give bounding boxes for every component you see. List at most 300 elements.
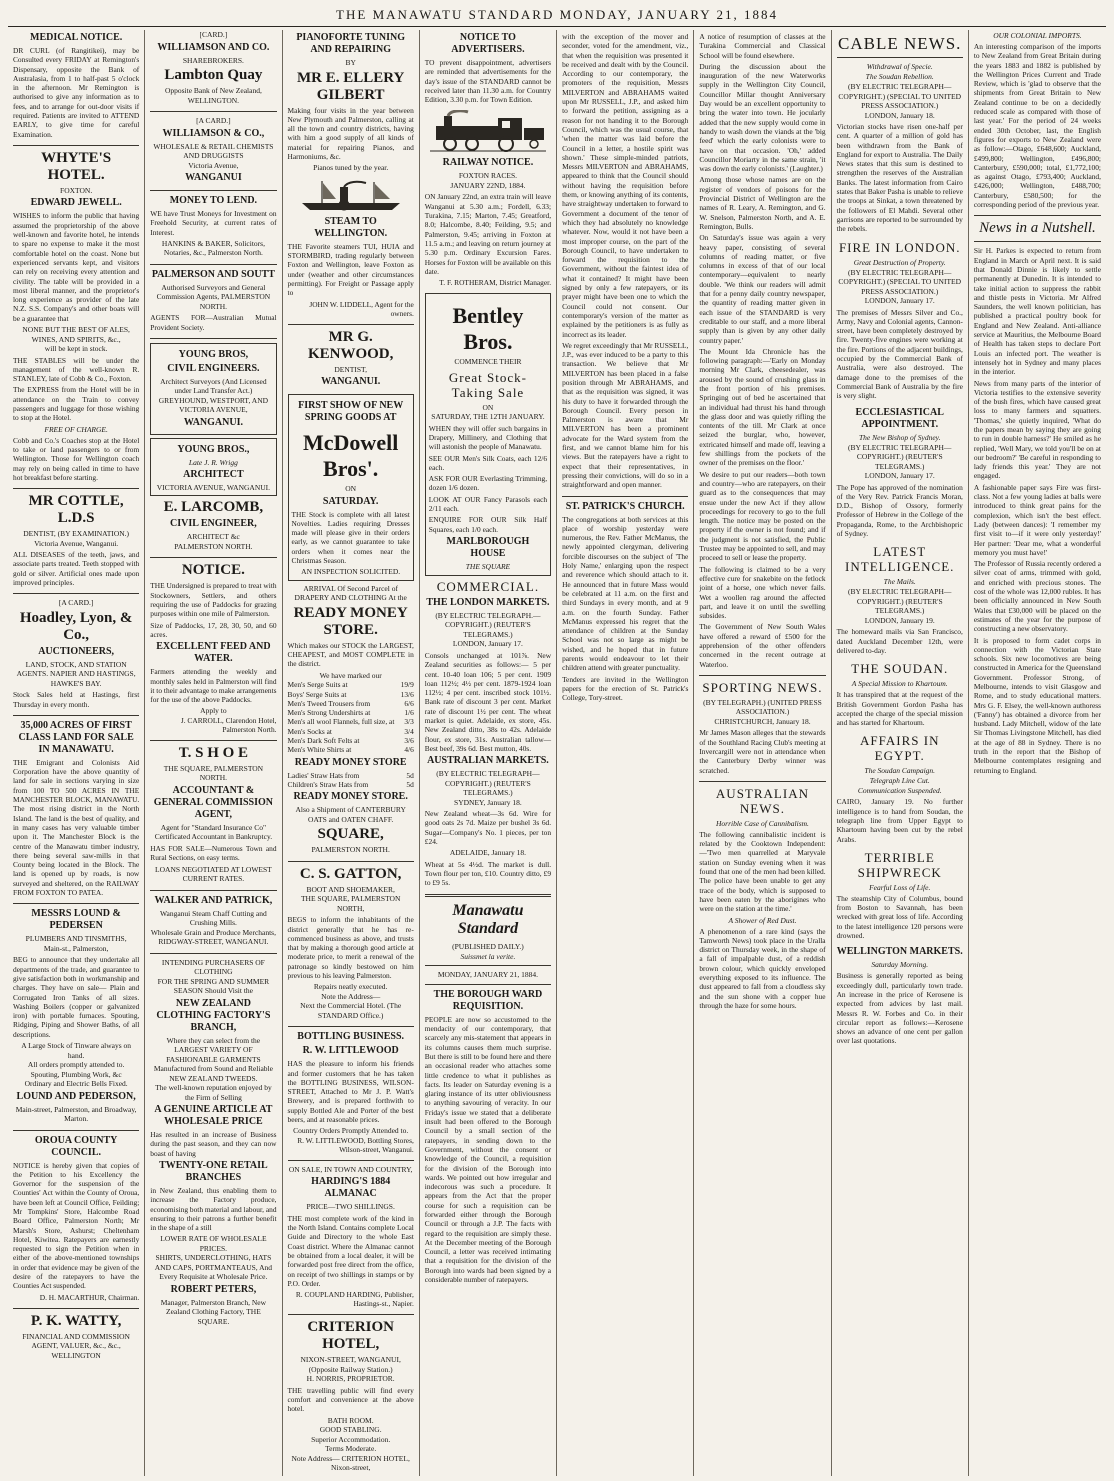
ad-heading: MR COTTLE, L.D.S — [28, 493, 124, 527]
price-item: Men's White Shirts at — [287, 745, 352, 755]
ad-line: Victoria Avenue, — [188, 160, 239, 170]
article-subheading: The New Bishop of Sydney. — [859, 432, 941, 442]
article-body: An interesting comparison of the imports to New Zealand from Great Britain during the years 1883 and 1882 is published by the Wellington Prices Current and Trade Review, which is 'glad to observe that the shipments from Great Britain to New Zealand continue to be on a decidedly reduced scale as compared with those of last year.' For the period of 24 weeks ended 30th October, last, the English figures for exports to New Zealand were as follow:—Otago, £648,600; Auckland, £499,800; Wellington, £496,800; Canterbury, £590,000; total, £1,772,100; as against Otago, £793,400; Auckland, £426,000; Wellington, £488,700; Canterbury, £580,500; for the corresponding period of the previous year. — [973, 42, 1101, 210]
ad-body: HAS the pleasure to inform his friends and former customers that he has taken the BOTTLING BUSINESS, WILSON-STREET, Attached to Mr J. P. Watt's Brewery, and is prepared forthwith to supply Bottled Ale and Porter of the best beers, and at reasonable prices. — [287, 1059, 414, 1125]
clothing-factory-ad — [150, 958, 276, 1327]
ad-line: H. NORRIS, PROPRIETOR. — [306, 1374, 395, 1384]
nameplate-sub: (PUBLISHED DAILY.) — [452, 941, 524, 951]
ad-subheading: ARCHITECT — [183, 468, 244, 480]
article-credit: (BY TELEGRAPH.) (UNITED PRESS ASSOCIATION.) — [703, 697, 822, 717]
ad-subheading: DENTIST, (BY EXAMINATION.) — [23, 529, 130, 539]
ad-card: [A CARD.] — [196, 116, 231, 125]
ad-line: Architect Surveyors (And Licensed under Land Transfer Act.) GREYHOUND, WESTPORT, AND VICTORIA AVENUE, — [158, 376, 269, 415]
article-heading: TERRIBLE SHIPWRECK — [857, 849, 942, 880]
ad-signature: JOHN W. LIDDELL, Agent for the owners. — [309, 299, 414, 318]
ad-line: Manager, Palmerston Branch, New Zealand Clothing Factory, THE SQUARE. — [160, 1297, 267, 1326]
ad-subheading: CIVIL ENGINEER, — [170, 518, 257, 530]
article-body: We regret exceedingly that Mr RUSSELL, J.P., was ever induced to be a party to this transaction. We believe that Mr MILVERTON has been placed in a false position through Mr ABRAHAMS, and that as the requisition was signed, it was his duty to have it forwarded through the Borough Council. Every person in Palmerston is aware that Mr MILVERTON has been a prominent advocate for the Ward system from the first, and we cannot blame him for his views. But the ratepayers have a right to expect that their representatives, in pressing their convictions, will do so in a straightforward and open manner. — [562, 340, 689, 490]
st-patricks-article — [562, 501, 688, 703]
ad-heading: MONEY TO LEND. — [169, 195, 258, 206]
article-heading: FIRE IN LONDON. — [838, 239, 961, 255]
ad-body: THE Emigrant and Colonists Aid Corporation have the above quantity of land for sale in sections varying in size from 100 TO 500 ACRES IN THE MANCHESTER BLOCK, MANAWATU. The most rising district in the North Island. The land is the best of quality, and in many cases has very valuable timber upon it. The Manchester Block is the centre of the Manawatu timber industry, there being several saw-mills in that County being located in the Block. The land is opened up by roads, is now surveyed and sheltered, on the RAILWAY FROM FOXTON TO PATEA. — [13, 757, 140, 898]
ad-heading: P. K. WATTY, — [30, 1312, 122, 1329]
price-value: 1/6 — [404, 708, 414, 718]
article-heading: AUSTRALIAN NEWS. — [715, 785, 809, 816]
ad-line: TWENTY-ONE RETAIL BRANCHES — [159, 1159, 268, 1183]
price-item: Men's Tweed Trousers from — [287, 698, 371, 708]
ad-heading: YOUNG BROS, — [178, 348, 249, 360]
ad-body: Size of Paddocks, 17, 28, 30, 50, and 60 acres. — [150, 620, 277, 639]
ad-line: JANUARY 22ND, 1884. — [450, 180, 526, 190]
ad-line: Pianos tuned by the year. — [313, 163, 389, 173]
article-body: Sir H. Parkes is expected to return from England in March or April next. It is said that Donald Dinnie is likely to settle permanently at Dunedin. It is intended to take initial action to suppress the rabbit and thistle pests in Victoria. Mr Alfred Saunders, the well known politician, has published a practical poultry book for England and New Zealand. Anti-alliance service at Mauritius, the Melbourne Board of Health has taken steps to declare Port Louis an infected port. The weather is intensely hot in Sydney and many places in the interior. — [973, 246, 1101, 377]
price-value: 5d — [406, 779, 414, 789]
section-heading: COMMERCIAL. — [436, 578, 540, 594]
ad-heading: BOTTLING BUSINESS. — [297, 1031, 405, 1043]
ad-line: We have marked our — [319, 670, 382, 680]
ad-line: Country Orders Promptly Attended to. — [293, 1126, 409, 1136]
price-item: Children's Straw Hats from — [287, 779, 369, 789]
article-heading: AFFAIRS IN EGYPT. — [859, 733, 940, 764]
article-heading: SPORTING NEWS. — [702, 679, 823, 695]
ad-body: ASK FOR OUR Everlasting Trimming, dozen 1/6 dozen. — [428, 474, 548, 493]
ad-body: HAS FOR SALE—Numerous Town and Rural Sections, on easy terms. — [150, 843, 277, 863]
ad-signature: R. COUPLAND HARDING, Publisher, Hastings-st., Napier. — [295, 1290, 414, 1309]
ad-heading: MEDICAL NOTICE. — [30, 32, 123, 43]
tshoe-ad — [150, 745, 276, 884]
article-body: News from many parts of the interior of Victoria testifies to the extensive severity of the bush fires, which have caused great loss to many farmers and squatters. 'Thomas,' she quietly inquired, 'What do the papers mean by saying they are going to run in double harness?' He smiled as he replied, 'Well Mary, we told you'll be on at our bedroom?' 'Be careful in responding to lady friends this year.' They are not engaged. — [973, 378, 1101, 481]
ad-line: INTENDING PURCHASERS OF CLOTHING — [161, 957, 265, 977]
price-row — [288, 680, 414, 689]
ad-heading: Hoadley, Lyon, & Co., — [19, 609, 133, 643]
price-item: Men's Socks at — [287, 726, 332, 736]
plumbers-ad — [13, 908, 139, 1123]
column-1 — [8, 30, 145, 1476]
article-body: New Zealand wheat—3s 6d. Wire for good oats 2s 7d. Maize per bushel 3s 6d. Sugar—Company's No. 1 pieces, per ton £24. — [424, 809, 552, 847]
ad-heading: WHYTE'S HOTEL. — [41, 149, 112, 183]
ad-line: LOWER RATE OF WHOLESALE PRICES. — [160, 1234, 267, 1253]
price-item: Boys' Serge Suits at — [287, 689, 347, 699]
ad-line: RIDGWAY-STREET, WANGANUI. — [158, 937, 269, 947]
article-subheading: Saturday Morning. — [871, 960, 929, 970]
ad-signature: R. W. LITTLEWOOD, Bottling Stores, Wilson-street, Wanganui. — [297, 1135, 414, 1154]
ad-body: TO prevent disappointment, advertisers are reminded that advertisements for the day's issue of the STANDARD cannot be received later than 11.30 a.m. for Country Edition, 3.30 p.m. for Town Edition. — [424, 58, 552, 105]
ad-line: SATURDAY. — [322, 495, 379, 507]
article-heading: THE BOROUGH WARD REQUISITION. — [433, 988, 543, 1012]
ad-line: BOOT AND SHOEMAKER, — [306, 884, 395, 894]
ad-heading: HARDING'S 1884 ALMANAC — [311, 1176, 391, 1200]
larcomb-ad — [150, 499, 276, 551]
column-8 — [969, 30, 1106, 1476]
article-dateline: LONDON, January 19. — [864, 615, 935, 625]
article-body: PEOPLE are now so accustomed to the mendacity of our contemporary, that scarcely any mis-statement that appears in its columns causes them much surprise. But there is still to be found here and there an occasional reader who attaches some little credence to what it publishes as facts. Its leader on Saturday evening is a glaring instance of its utter obliviousness to anything savouring of veracity. In our Friday's issue we stated that a deliberate insult had been offered to the Borough Council by a small section of the ratepayers, in sending down to the Government, without the consent or knowledge of the Council, a requisition for the division of the Borough into wards. We pointed out how irregular and indecorous was such a procedure. It appears from the Act that the proper course for such a requisition can be forwarded either through the Borough Council or through a J.P. The facts with regard to the requisition are simply these. At the December meeting of the Borough Council, a letter was received intimating that a requisition for the division of the Borough into wards had been signed by a considerable number of ratepayers. — [424, 1014, 552, 1285]
price-item: Men's Strong Undershirts at — [287, 708, 371, 718]
ad-line: Agent for "Standard Insurance Co" — [160, 822, 267, 832]
ad-line: All orders promptly attended to. — [27, 1060, 125, 1069]
ad-line: WANGANUI. — [183, 416, 243, 428]
bentley-bros-ad — [425, 293, 551, 576]
article-dateline: LONDON, January 17. — [452, 639, 523, 649]
notice-to-advertisers — [425, 32, 551, 104]
ad-heading: PIANOFORTE TUNING AND REPAIRING — [296, 32, 405, 55]
ad-line: DENTIST, — [334, 364, 367, 374]
australian-news — [699, 786, 825, 1010]
ad-body: NOTICE is hereby given that copies of the Petition to his Excellency the Governor for the suspension of the Counties' Act within the County of Oroua, have been left at Council Office, Feilding; Mr Tompkins' Store, Halcombe Road Board Office, Palmerston North; Mr Marsh's Store, Ashurst; Cheltenham Hotel, Kiwitea. Ratepayers are earnestly requested to sign the Petition when in either of the above-mentioned townships in order that evidence may be given of the desire of the ratepayers to have the Counties Act suspended. — [13, 1160, 140, 1291]
oroua-council-ad — [13, 1135, 139, 1302]
article-body: A phenomenon of a rare kind (says the Tamworth News) took place in the Uralla district on Thursday week, in the shape of a fall of impalpable dust, of a reddish brown colour, which quickly enveloped everything exposed to its influence. The dust appeared to fall from a cloudless sky and the sun shone with a copper hue through the haze for some hours. — [699, 926, 826, 1010]
ad-line: LOANS NEGOTIATED AT LOWEST CURRENT RATES. — [155, 864, 272, 884]
ad-body: Which makes our STOCK the LARGEST, CHEAPEST, and MOST COMPLETE in the district. — [287, 640, 414, 669]
article-body: Wheat at 5s 4½d. The market is dull. Town flour per ton, £10. Country ditto, £9 to £9 5s. — [424, 859, 552, 888]
ad-subheading: Great Stock-Taking Sale — [448, 369, 527, 400]
article-dateline: LONDON, January 17. — [864, 471, 935, 481]
ad-line: ON — [345, 484, 357, 494]
article-dateline: SYDNEY, January 18. — [454, 797, 522, 807]
article-body: Mr James Mason alleges that the stewards of the Southland Racing Club's meeting at Invercargill were not in attendance when the Canterbury Derby winner was scratched. — [699, 728, 826, 775]
ad-heading: YOUNG BROS., — [177, 443, 250, 455]
ad-line: Note the Address— — [321, 991, 381, 1001]
price-item: Men's Dark Soft Felts at — [287, 736, 360, 746]
section-heading: News in a Nutshell. — [979, 220, 1096, 237]
ad-body: LOOK AT OUR Fancy Parasols each 2/11 each. — [428, 494, 548, 514]
price-row — [288, 717, 414, 726]
article-body: The Government of New South Wales have offered a reward of £500 for the apprehension of the other offenders concerned in the recent outrage at Waterloo. — [699, 622, 826, 669]
article-heading: ST. PATRICK'S CHURCH. — [565, 500, 685, 512]
ad-body: BEGS to inform the inhabitants of the district generally that he has re-commenced business as above, and trusts that by making a thorough good article at moderate price, to merit a renewal of the patronage so kindly bestowed on him previous to his leaving Palmerston. — [287, 915, 414, 980]
editorial-continued — [562, 32, 688, 490]
ad-line: GOOD STABLING. — [319, 1425, 382, 1435]
surveyors-ad — [150, 269, 276, 332]
ad-line: Ordinary and Electric Bells Fixed. — [24, 1079, 128, 1088]
ad-line: Also a Shipment of CANTERBURY OATS and OATEN CHAFF. — [295, 805, 406, 824]
ad-line: Main-st., Palmerston, — [43, 943, 109, 953]
price-row — [288, 699, 414, 708]
ad-body: Cobb and Co.'s Coaches stop at the Hotel to take or land passengers to or from Wellington. Those for Wellington coach may rely on being called in time to have hot breakfast before starting. — [13, 435, 140, 482]
ad-line: PALMERSTON NORTH. — [311, 845, 390, 855]
ad-signature: D. H. MACARTHUR, Chairman. — [39, 1292, 140, 1302]
ad-heading: MESSRS LOUND & PEDERSEN — [31, 908, 121, 932]
ad-owner: EDWARD JEWELL. — [30, 197, 122, 209]
ad-signature: LOUND AND PEDERSON, — [16, 1090, 136, 1102]
ad-heading: NOTICE TO ADVERTISERS. — [451, 32, 525, 55]
article-body: The premises of Messrs Silver and Co., Army, Navy and Colonial agents, Cannon-street, have been completely destroyed by fire. Twenty-five engines were working at the fire. Portions of the adjacent buildings, occupied by the Commercial Bank of Australia, were also destroyed. The damage done to the premises of the Commercial Bank of Australia by the fire is very slight. — [836, 307, 963, 401]
column-4 — [420, 30, 557, 1476]
article-body: A fashionable paper says Fire was first-class. Not a few young ladies at balls were introduced to think great pains for the complexion, which isn't the best effect. Lady (between dances): 'I remember my first visit to—if it were only yesterday!' Her partner: 'Dear me, what a wonderful memory you must have!' — [973, 482, 1101, 557]
ad-body: Stock Sales held at Hastings, first Thursday in every month. — [13, 690, 140, 709]
article-body: During the discussion about the inauguration of the new Waterworks supply in the Wellington City Council, Councillor Millar thought Anniversary Day would be an excellent opportunity to bring the water into town. He jocularly added that the new supply would come in handy to wash down the viands at the 'big feed' which the early colonists were to have on that occasion. 'Oh,' added Councillor Moriarty in the same strain, 'it was down the early colonists.' (Laughter.) — [699, 61, 826, 174]
masthead: THE MANAWATU STANDARD MONDAY, JANUARY 21, 1884 — [8, 4, 1106, 27]
ad-body: THE STABLES will be under the management of the well-known R. STANLEY, late of Cobb & Co., Foxton. — [13, 355, 140, 384]
ad-name: MR E. ELLERY GILBERT — [296, 69, 405, 103]
ad-line: ARCHITECT &c — [186, 532, 240, 542]
price-list — [288, 771, 414, 790]
dentist-cottle-ad — [13, 493, 139, 587]
article-body: Business is generally reported as being exceedingly dull, particularly town trade. An increase in the price of Kerosene is expected from advices by last mail. Messrs R. W. Forbes and Co. in their circular report as follows:—Kerosene shows an advance of one cent per gallon over last quotations. — [836, 971, 963, 1046]
ad-body: THE Favorite steamers TUI, HUIA and STORMBIRD, trading regularly between Foxton and Wellington, leave Foxton as under (weather and other circumstances permitting). For Freight or Passage apply to — [287, 241, 414, 298]
ad-subheading: FOXTON. — [60, 185, 93, 195]
ad-line: SATURDAY, THE 12TH JANUARY. — [431, 412, 545, 422]
ad-heading: T. S H O E — [178, 744, 249, 761]
article-subheading: Withdrawal of Specie. — [866, 62, 933, 71]
article-subheading: A Shower of Red Dust. — [728, 915, 797, 925]
ad-line: FOR THE SPRING AND SUMMER SEASON Should Visit the — [157, 976, 270, 996]
cable-news — [837, 34, 963, 234]
ad-line: A Large Stock of Tinware always on hand. — [21, 1041, 132, 1060]
ad-line: will be kept in stock. — [44, 344, 108, 354]
affairs-in-egypt — [837, 733, 963, 843]
ready-money-store-ad — [288, 584, 414, 855]
ad-body: in New Zealand, thus enabling them to increase the Factory produce, economising both material and labour, and ensuring to their patrons a further benefit in the shape of a still — [150, 1185, 277, 1233]
price-list — [288, 680, 414, 754]
railway-notice-ad — [425, 110, 551, 287]
article-heading: WELLINGTON MARKETS. — [836, 946, 963, 958]
ad-line: Apply to — [200, 706, 227, 716]
sporting-news — [699, 680, 825, 775]
ad-body: The EXPRESS from the Hotel will be in attendance on the Train to convey passengers and luggage for those wishing to stop at the Hotel. — [13, 385, 140, 423]
ad-line: Opposite Bank of New Zealand, WELLINGTON. — [164, 86, 262, 105]
ad-signature: T. F. ROTHERAM, District Manager. — [439, 278, 552, 288]
ad-line: ON — [482, 402, 494, 412]
ad-line: LARGEST VARIETY OF FASHIONABLE GARMENTS — [166, 1045, 261, 1064]
ad-line: BY — [345, 58, 356, 67]
ad-body: THE Undersigned is prepared to treat with Stockowners, Settlers, and others requiring the use of Paddocks for grazing purposes within one mile of Palmerston. — [150, 581, 277, 619]
article-heading: THE SOUDAN. — [851, 661, 949, 677]
article-body: The following is claimed to be a very effective cure for snakebite on the fetlock joint of a horse, one which never fails. Wet a woollen rag around the affected part, and leave it on until the swelling subsides. — [699, 564, 826, 621]
ad-body: DR CURL (of Rangitikei), may be Consulted every FRIDAY at Remington's Dispensary, opposite the Bank of Australasia, from 1 to half-past 5 o'clock in the afternoon. Mr Remington is authorised to give any information as to fees, and to arrange for out-door visits if required. Patients are invited to ATTEND EARLY, to give time for careful Examination. — [13, 46, 140, 139]
whytes-hotel-ad — [13, 150, 139, 482]
column-5 — [557, 30, 694, 1476]
steam-wellington-ad — [288, 179, 414, 318]
column-7 — [832, 30, 969, 1476]
ad-body: WE have Trust Moneys for Investment on Freehold Security, at current rates of Interest. — [150, 209, 277, 237]
ad-line: SHIRTS, UNDERCLOTHING, HATS AND CAPS, PORTMANTEAUS, And Every Requisite at Wholesale Price. — [154, 1253, 273, 1282]
commercial-section — [425, 579, 551, 888]
ad-heading: NOTICE. — [181, 562, 245, 579]
price-row — [288, 727, 414, 736]
editorial-dateline: MONDAY, JANUARY 21, 1884. — [437, 970, 538, 980]
ad-line: COMMENCE THEIR — [454, 357, 522, 367]
ad-line: NIXON-STREET, WANGANUI, (Opposite Railway Station.) — [300, 1355, 401, 1374]
ad-line: Authorised Surveyors and General Commission Agents, PALMERSTON NORTH. — [156, 282, 271, 311]
walker-patrick-ad — [150, 895, 276, 947]
article-subheading: Communication Suspended. — [857, 786, 942, 796]
ad-line: FIRST SHOW OF NEW SPRING GOODS AT — [298, 400, 404, 424]
ad-line: Late J. R. Wrigg — [188, 457, 238, 467]
price-row — [288, 708, 414, 717]
ad-line: Victoria Avenue, Wanganui. — [34, 538, 119, 548]
price-row — [288, 690, 414, 699]
ad-heading: WILLIAMSON & CO., — [162, 127, 265, 139]
ad-heading: WILLIAMSON AND CO. — [157, 41, 270, 53]
article-body: Consols unchanged at 101⅞. New Zealand securities as follows:— 5 per cent. 10-40 loan 106; 5 per cent. 1909 loan 112½; 4½ per cent. 1879-1924 loan 112½; 4 per cent. inscribed stock 101½. Bank rate of discount 3 per cent. Market rate of discount 1½ per cent. The wheat market is quiet. Adelaide, ex store, 45s. New Zealand ditto, 38s to 42s. Adelaide flour, ex store, 31s. Australian tallow—Best beef, 39s 6d. Best mutton, 40s. — [424, 650, 552, 753]
ad-line: READY MONEY STORE. — [293, 791, 408, 803]
article-subheading: The Soudan Campaign. — [864, 766, 936, 776]
ad-signature: J. CARROLL, Clarendon Hotel, Palmerston North. — [180, 715, 277, 734]
article-subheading: The Mails. — [883, 577, 916, 587]
article-subheading: Great Destruction of Property. — [853, 257, 946, 267]
ad-subheading: FINANCIAL AND COMMISSION AGENT, VALUER, &c., &c., — [22, 1331, 130, 1351]
article-credit: (BY ELECTRIC TELEGRAPH.—COPYRIGHT.) (REUTER'S TELEGRAMS.) — [435, 610, 541, 639]
ad-line: PRICE—TWO SHILLINGS. — [306, 1202, 395, 1212]
column-6 — [694, 30, 831, 1476]
ad-subheading: AUCTIONEERS, — [38, 645, 115, 657]
pk-watty-ad — [13, 1313, 139, 1361]
article-dateline: LONDON, January 18. — [864, 110, 935, 120]
price-row — [288, 771, 414, 780]
ad-line: Manufactured from Sound and Reliable NEW ZEALAND TWEEDS. — [153, 1064, 273, 1083]
newspaper-columns — [8, 30, 1106, 1476]
article-body: The following cannibalistic incident is related by the Cooktown Independent:—'Two men quarrelled at Maryvale station on Sunday evening when it was found that one of the men had been killed. The police have been unable to get any trace of the body, which is supposed to have been eaten by the aborigines who were on the station at the time.' — [699, 829, 826, 914]
price-value: 3/6 — [404, 736, 414, 746]
land-for-sale-ad — [13, 720, 139, 897]
steamship-engraving — [296, 179, 406, 213]
ad-signature: ROBERT PETERS, — [170, 1283, 257, 1295]
williamson-chemists-ad — [150, 116, 276, 184]
article-heading: ECCLESIASTICAL APPOINTMENT. — [855, 406, 944, 430]
article-body: CAIRO, January 19. No further intelligence is to hand from Soudan, the telegraph line from Upper Egypt to Khartoum having been cut by the rebel Arabs. — [836, 797, 963, 844]
ad-heading: Bentley Bros. — [452, 303, 524, 355]
article-body: It is proposed to form cadet corps in connection with the Victorian State schools. Six new locomotives are being constructed in America for the Queensland Government. Professor Strong, of Melbourne, intends to visit Glasgow and Rome, and to study educational matters. Mrs G. F. Elsey, the well-known authoress ('Fanny') has obtained a divorce from her husband. Lady Mitchell, widow of the late Sir Thomas Livingstone Mitchell, has died at the age of 88 in Sydney. There is no truth in the report that the Bishop of Melbourne contemplates resigning and returning to England. — [973, 635, 1101, 775]
colonial-imports — [974, 31, 1101, 209]
ad-line: SQUARE, — [317, 826, 384, 843]
terrible-shipwreck — [837, 850, 963, 940]
article-body: The Pope has approved of the nomination of the Very Rev. Patrick Francis Moran, D.D., Bishop of Ossory, formerly Professor of Hebrew in the College of the Propaganda, Rome, to the Archbishopric of Sydney. — [836, 482, 963, 539]
article-subheading: A Special Mission to Khartoum. — [851, 679, 948, 689]
ad-line: EXCELLENT FEED AND WATER. — [156, 641, 271, 665]
ad-body: Has resulted in an increase of Business during the past season, and they can now boast of having — [150, 1130, 277, 1158]
ad-line: PALMERSTON NORTH. — [174, 541, 253, 551]
price-row — [288, 736, 414, 745]
ad-body: ENQUIRE FOR OUR Silk Half Squares, each 1/0 each. — [428, 515, 548, 534]
price-row — [288, 780, 414, 789]
article-heading: THE LONDON MARKETS. — [426, 596, 550, 608]
ad-signature: MARLBOROUGH HOUSE — [446, 535, 530, 559]
ad-line: Terms Moderate. — [325, 1444, 377, 1454]
hoadley-lyon-ad — [13, 598, 139, 709]
price-item: Ladies' Straw Hats from — [287, 770, 360, 780]
article-body: We desire to put our readers—both town and country—who are ratepayers, on their guard as to the consequences that may ensue under the new Act if they allow proceedings for recovery to go to the full length. The notice may be posted on the property if the owner is not found; and if the judgment is not satisfied, the Public Trustee may be appointed to sell, and may proceed to sell or lease the property. — [699, 469, 826, 563]
ad-line: Spouting, Plumbing Work, &c — [30, 1069, 122, 1079]
ad-line: Main-street, Palmerston, and Broadway, Marton. — [15, 1104, 137, 1123]
article-body: Victorian stocks have risen one-half per cent. A quarter of a million of gold has been withdrawn from the Bank of England for export to Australia. The Daily News states that this sum is destined to strengthen the reserves of the Australian Banks. The latest information from Cairo states that Baker Pasha is unable to relieve the troops at Sinkat, a town threatened by the followers of El Mahdi. Several other garrisons are reported to be surrounded by the rebels. — [836, 122, 963, 234]
mcdowell-bros-ad — [288, 394, 414, 581]
ad-heading: C. S. GATTON, — [299, 865, 402, 882]
money-to-lend-ad — [150, 195, 276, 258]
ad-heading: 35,000 ACRES OF FIRST CLASS LAND FOR SALE IN MANAWATU. — [18, 719, 134, 755]
ecclesiastical-appointment — [837, 407, 963, 539]
ad-line: LAND, STOCK, AND STATION AGENTS. NAPIER AND HASTINGS, HAWKE'S BAY. — [16, 659, 136, 688]
bottling-business-ad — [288, 1031, 414, 1154]
ad-subheading: WHOLESALE & RETAIL CHEMISTS AND DRUGGISTS — [153, 141, 274, 160]
ad-card: [A CARD.] — [58, 598, 94, 608]
ad-line: FOXTON RACES. — [458, 171, 518, 181]
ad-line: THE SQUARE, PALMERSTON NORTH, — [300, 894, 401, 913]
ad-line: NONE BUT THE BEST OF ALES, WINES, AND SPIRITS, &c., — [22, 325, 130, 344]
ad-line: WELLINGTON — [51, 1350, 101, 1360]
fire-in-london — [837, 240, 963, 401]
editorial — [425, 902, 551, 1285]
young-bros-engineers-ad — [150, 343, 276, 435]
gatton-bootmaker-ad — [288, 866, 414, 1021]
ad-subheading: CIVIL ENGINEERS. — [167, 362, 260, 374]
ad-body: Farmers attending the weekly and monthly sales held in Palmerston will find it to their advantage to make arrangements for the use of the above Paddocks. — [150, 667, 277, 705]
kenwood-dentist-ad — [288, 329, 414, 389]
paddocks-notice-ad — [150, 562, 276, 733]
piano-tuning-ad — [288, 32, 414, 173]
ad-heading: McDowell Bros'. — [303, 430, 399, 482]
ad-subheading: ACCOUNTANT & GENERAL COMMISSION AGENT, — [153, 784, 273, 820]
ad-heading: E. LARCOMB, — [163, 499, 264, 516]
price-item: Men's Serge Suits at — [287, 680, 348, 690]
article-body: On Saturday's issue was again a very heavy paper, consisting of several columns of reading matter, or five columns in excess of that of our local contemporary—equivalent to nearly double. 'We think our readers will admit that for a penny daily country newspaper, the quantity of reading matter given in each issue of the STANDARD is very creditable to our staff, and a more liberal supply than is given by any other daily country paper.' — [699, 233, 826, 345]
article-body: with the exception of the mover and seconder, voted for the amendment, viz., that when the requisition was presented it be received and dealt with by the Council. According to our contemporary, the promoters of the requisition, Messrs MILVERTON and ABRAHAMS waited upon Mr RUSSELL, J.P., and asked him to forward the petition, assigning as a reason for not handing it to the Borough Council, which was the usual course, that 'when the matter was laid before the Council in a letter, a hostile spirit was shown.' These simple-minded patriots, Messrs MILVERTON and ABRAHAMS, appeared to think that the Council should without having the requisition before them, or knowing anything of its contents, have straightway undertaken to forward to Government a document of the tenor of which they had absolutely no knowledge whatever. Now, would it not have been a most improper course, on the part of the Borough Council, to have undertaken to forward the requisition to the Government, without the faintest idea of what it contained? It might have been signed by only a few ratepayers, or its prayer might have been one to which the Council could not consent. Our contemporary's version of the matter as explained by the petitioners is as fully as incorrect as its leader. — [562, 32, 689, 339]
ad-line: Where they can select from the — [166, 1035, 261, 1045]
ad-subheading: PLUMBERS AND TINSMITHS, — [25, 934, 127, 944]
ad-line: WANGANUI — [185, 172, 242, 183]
article-subheading: Telegraph Line Cut. — [869, 776, 930, 786]
ad-line: VICTORIA AVENUE, WANGANUI. — [156, 482, 271, 492]
article-body: The homeward mails via San Francisco, dated Auckland December 12th, were delivered to-day. — [836, 627, 963, 655]
article-credit: (BY ELECTRIC TELEGRAPH—COPYRIGHT.) (REUTER'S TELEGRAMS.) — [848, 587, 952, 616]
article-body: A notice of resumption of classes at the Turakina Commercial and Classical School will be found elsewhere. — [699, 32, 826, 60]
newspaper-nameplate: Manawatu Standard — [452, 901, 524, 937]
ad-body: ALL DISEASES of the teeth, jaws, and associate parts treated. Teeth stopped with gold or silver. Artificial ones made upon improved principles. — [13, 550, 140, 587]
ad-line: Repairs neatly executed. — [313, 982, 388, 992]
article-body: Among those whose names are on the register of vendors of poisons for the Provincial District of Wellington are the names of R. Leary, A. Remington, and G. W. Snelson, Palmerston North, and A. E. Remington, Bulls. — [699, 175, 826, 231]
williamson-sharebrokers-ad — [150, 30, 276, 105]
ad-subheading: SHAREBROKERS. — [182, 55, 244, 65]
locomotive-engraving — [428, 110, 548, 154]
young-bros-architect-ad — [150, 438, 276, 497]
column-2 — [145, 30, 282, 1476]
section-heading: CABLE NEWS. — [838, 34, 962, 53]
ad-line: Superior Accommodation. — [311, 1434, 391, 1444]
article-credit: (BY ELECTRIC TELEGRAPH—COPYRIGHT.) (SPECIAL TO UNITED PRESS ASSOCIATION.) — [838, 267, 962, 296]
ad-body: BEG to announce that they undertake all departments of the trade, and guarantee to give satisfaction both in workmanship and charges. They have on sale— Plain and Corrugated Iron Tanks of all sizes. Washing Boilers (copper or galvanized iron) with portable furnaces. Spouting, Ridging, Piping and Shower Baths, of all descriptions. — [13, 955, 140, 1039]
ad-body: WISHES to inform the public that having assumed the proprietorship of the above well-known and favorite hotel, he intends to spare no expense to make it the most comfortable hotel on the coast. None but experienced servants kept, and visitors can rely on receiving every attention and civility. The table will be provided in a most liberal manner, and the proprietor's long experience as provider of the late N.Z. S.S. Company's and other boats will be a guarantee that — [13, 211, 140, 323]
article-credit: (BY ELECTRIC TELEGRAPH—COPYRIGHT.) (SPECIAL TO UNITED PRESS ASSOCIATION.) — [838, 82, 962, 110]
price-value: 3/4 — [404, 726, 414, 736]
ad-heading: WALKER AND PATRICK, — [154, 894, 273, 906]
ad-line: THE SQUARE — [465, 561, 511, 571]
ad-signature: HANKINS & BAKER, Solicitors, Notaries, &c., Palmerston North. — [161, 238, 265, 258]
price-value: 3/3 — [404, 717, 414, 727]
ad-heading: MR G. KENWOOD, — [307, 328, 394, 362]
ad-body: SEE OUR Men's Silk Coats, each 12/6 each. — [428, 453, 548, 472]
article-body: Tenders are invited in the Wellington papers for the erection of St. Patrick's College, Tory-street. — [562, 674, 689, 703]
ad-line: ON SALE, IN TOWN AND COUNTRY, — [288, 1164, 413, 1174]
ad-body: Making four visits in the year between New Plymouth and Palmerston, calling at all the town and country districts, having with him a good supply of all kinds of material for repairing Pianos, and Harmoniums, &c. — [287, 105, 414, 161]
article-body: The Mount Ida Chronicle has the following paragraph:—'Early on Monday morning Mr Clark, cheesedealer, was aroused by the sound of crushing glass in the front portion of his premises. Springing out of bed he ascertained that an individual had thrust his hand through the glass door and was quietly rifling the contents of the till. Mr Clark at once seized the burglar, who, however, extricated himself and made off, leaving a few shillings from the pockets of the owner of the premises on the floor.' — [699, 346, 826, 468]
price-value: 6/6 — [404, 698, 414, 708]
wellington-markets — [837, 946, 963, 1045]
article-credit: (BY ELECTRIC TELEGRAPH—COPYRIGHT.) (REUTER'S TELEGRAMS.) — [436, 769, 540, 798]
ad-name: R. W. LITTLEWOOD — [302, 1045, 399, 1057]
the-soudan — [837, 661, 963, 727]
ad-line: Note Address— CRITERION HOTEL, Nixon-street, — [291, 1453, 410, 1473]
ad-body: WHEN they will offer such bargains in Drapery, Millinery, and Clothing that will astonish the people of Manawatu. — [428, 423, 548, 452]
ad-line: READY MONEY STORE — [294, 756, 407, 768]
ad-line: Wholesale Grain and Produce Merchants, — [150, 927, 276, 937]
price-value: 5d — [406, 770, 414, 780]
nameplate-motto: Suissmet la verite. — [460, 952, 516, 962]
ad-body: THE travelling public will find every comfort and convenience at the above hotel. — [287, 1385, 414, 1414]
ad-body: THE most complete work of the kind in the North Island. Contains complete Local Guide and Directory to the whole East Coast district. Where the Almanac cannot be obtained from a local dealer, it will be forwarded post free direct from the office, on receipt of two shillings in stamps or by P.O. Order. — [287, 1213, 414, 1288]
ad-line: Next the Commercial Hotel. (The STANDARD Office.) — [300, 1001, 402, 1020]
article-subheading: The Soudan Rebellion. — [865, 72, 934, 81]
price-row — [288, 745, 414, 754]
ad-place: Lambton Quay — [164, 67, 263, 83]
